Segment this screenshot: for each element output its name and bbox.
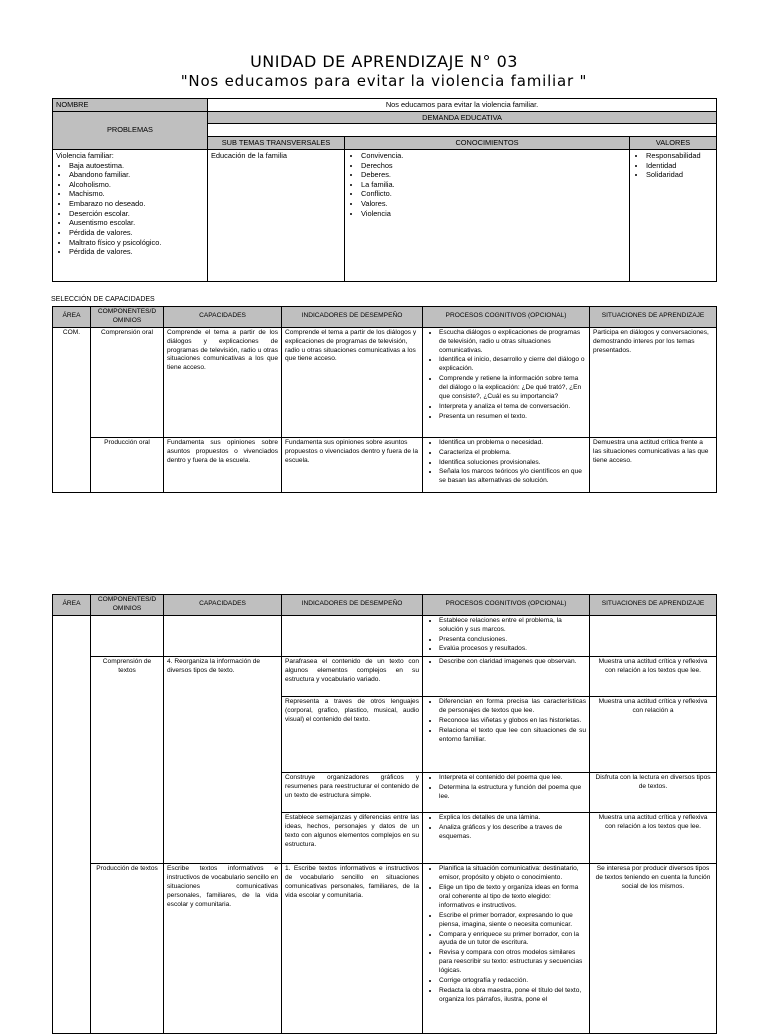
situacion-cell	[590, 615, 717, 657]
list-item: • Identifica soluciones provisionales.	[439, 459, 586, 468]
list-item: • Explica los detalles de una lámina.	[439, 814, 586, 823]
indicador-cell: Representa a traves de otros lenguajes (corporal, grafico, plastico, musical, audio visual) el contenido del texto.	[282, 697, 423, 773]
capacidad-cell: 4. Reorganiza la información de diversos tipos de texto.	[164, 657, 282, 864]
header-area: ÁREA	[53, 595, 91, 616]
capacidad-cell: Fundamenta sus opiniones sobre asuntos propuestos o vivenciados dentro y fuera de la escuela.	[164, 437, 282, 492]
list-item: • Elige un tipo de texto y organiza ideas en forma oral coherente al tipo de texto elegido: informativos e instructivos.	[439, 884, 586, 911]
problemas-title: Violencia familiar:	[56, 150, 114, 160]
situacion-cell: Se interesa por producir diversos tipos de textos teniendo en cuenta la función social de los mismos.	[590, 864, 717, 1034]
list-item: • Valores.	[361, 199, 626, 209]
list-item: • Identifica el inicio, desarrollo y cierre del diálogo o explicación.	[439, 356, 586, 374]
header-procesos: PROCESOS COGNITIVOS (OPCIONAL)	[423, 595, 590, 616]
area-cell: COM.	[53, 327, 91, 492]
list-item: • Presenta un resumen el texto.	[439, 413, 586, 422]
list-item: • Escribe el primer borrador, expresando lo que piensa, imagina, siente o necesita comunicar.	[439, 912, 586, 930]
list-item: • Establece relaciones entre el problema, la solución y sus marcos.	[439, 617, 586, 635]
header-indicadores: INDICADORES DE DESEMPEÑO	[282, 307, 423, 328]
valores-header: VALORES	[630, 137, 717, 150]
list-item: • Deberes.	[361, 170, 626, 180]
list-item: • Caracteriza el problema.	[439, 449, 586, 458]
situacion-cell: Muestra una actitud crítica y reflexiva con relación a los textos que lee.	[590, 813, 717, 864]
list-item: • Maltrato físico y psicológico.	[69, 238, 204, 248]
situacion-cell: Demuestra una actitud crítica frente a las situaciones comunicativas a las que tiene acceso.	[590, 437, 717, 492]
list-item: • Escucha diálogos o explicaciones de programas de televisión, radio u otras situaciones comunicativas.	[439, 329, 586, 356]
capacities-table-2	[52, 594, 717, 1034]
area-cell	[53, 615, 91, 1034]
indicador-cell: 1. Escribe textos informativos e instructivos de vocabulario sencillo en situaciones comunicativas personales, familiares, de la vida escolar y comunitaria.	[282, 864, 423, 1034]
list-item: • Determina la estructura y función del poema que lee.	[439, 784, 586, 802]
list-item: • Identidad	[646, 161, 713, 171]
procesos-cell	[423, 864, 590, 1034]
nombre-label: NOMBRE	[53, 99, 208, 112]
list-item: • Compara y enriquece su primer borrador, con la ayuda de un tutor de escritura.	[439, 931, 586, 949]
header-situaciones: SITUACIONES DE APRENDIZAJE	[590, 307, 717, 328]
list-item: • Abandono familiar.	[69, 170, 204, 180]
procesos-cell	[423, 657, 590, 697]
list-item: • Describe con claridad imagenes que observan.	[439, 658, 586, 667]
list-item: • Presenta conclusiones.	[439, 636, 586, 645]
list-item: • Deserción escolar.	[69, 209, 204, 219]
list-item: • Identifica un problema o necesidad.	[439, 439, 586, 448]
header-situaciones: SITUACIONES DE APRENDIZAJE	[590, 595, 717, 616]
list-item: • Señala los marcos teóricos y/o científicos en que se basan las alternativas de solución.	[439, 468, 586, 486]
selection-label: SELECCIÓN DE CAPACIDADES	[51, 296, 155, 303]
list-item: • Machismo.	[69, 189, 204, 199]
procesos-cell	[423, 697, 590, 773]
list-item: • Derechos	[361, 161, 626, 171]
header-componentes: COMPONENTES/D OMINIOS	[91, 595, 164, 616]
situacion-cell: Muestra una actitud crítica y reflexiva con relación a	[590, 697, 717, 773]
list-item: • Redacta la obra maestra, pone el título del texto, organiza los párrafos, ilustra, pone el	[439, 987, 586, 1005]
capacities-table-1	[52, 306, 717, 493]
list-item: • Diferencian en forma precisa las características de personajes de textos que lee.	[439, 698, 586, 716]
list-item: • Relaciona el texto que lee con situaciones de su entorno familiar.	[439, 727, 586, 745]
indicador-cell: Comprende el tema a partir de los diálogos y explicaciones de programas de televisión, radio u otras situaciones comunicativas a los que tiene acceso.	[282, 327, 423, 437]
list-item: • Corrige ortografía y redacción.	[439, 977, 586, 986]
list-item: • La familia.	[361, 180, 626, 190]
indicador-cell: Establece semejanzas y diferencias entre las ideas, hechos, personajes y datos de un texto con algunos elementos complejos en su estructura.	[282, 813, 423, 864]
procesos-cell	[423, 813, 590, 864]
header-capacidades: CAPACIDADES	[164, 595, 282, 616]
capacidad-cell: Escribe textos informativos e instructivos de vocabulario sencillo en situaciones comunicativas personales, familiares, de la vida escolar y comunitaria.	[164, 864, 282, 1034]
componente-cell: Producción oral	[91, 437, 164, 492]
list-item: • Convivencia.	[361, 151, 626, 161]
list-item: • Reconoce las viñetas y globos en las historietas.	[439, 717, 586, 726]
problemas-cell	[53, 149, 208, 281]
componente-cell	[91, 615, 164, 657]
demanda-value	[208, 124, 717, 137]
list-item: • Analiza gráficos y los describe a traves de esquemas.	[439, 824, 586, 842]
indicador-cell: Fundamenta sus opiniones sobre asuntos propuestos o vivenciados dentro y fuera de la escuela.	[282, 437, 423, 492]
page-title: UNIDAD DE APRENDIZAJE N° 03	[250, 52, 518, 71]
header-capacidades: CAPACIDADES	[164, 307, 282, 328]
page-subtitle: "Nos educamos para evitar la violencia familiar "	[180, 72, 588, 90]
list-item: • Baja autoestima.	[69, 161, 204, 171]
componente-cell: Producción de textos	[91, 864, 164, 1034]
subtemas-header: SUB TEMAS TRANSVERSALES	[208, 137, 345, 150]
header-procesos: PROCESOS COGNITIVOS (OPCIONAL)	[423, 307, 590, 328]
list-item: • Ausentismo escolar.	[69, 218, 204, 228]
list-item: • Revisa y compara con otros modelos similares para reescribir su texto: estructuras y secuencias lógicas.	[439, 949, 586, 976]
list-item: • Embarazo no deseado.	[69, 199, 204, 209]
procesos-cell	[423, 615, 590, 657]
header-area: ÁREA	[53, 307, 91, 328]
list-item: • Violencia	[361, 209, 626, 219]
list-item: • Alcoholismo.	[69, 180, 204, 190]
situacion-cell: Muestra una actitud crítica y reflexiva con relación a los textos que lee.	[590, 657, 717, 697]
header-indicadores: INDICADORES DE DESEMPEÑO	[282, 595, 423, 616]
indicador-cell	[282, 615, 423, 657]
problems-table	[52, 98, 717, 282]
procesos-cell	[423, 437, 590, 492]
problemas-label: PROBLEMAS	[53, 111, 208, 149]
list-item: • Planifica la situación comunicativa: destinatario, emisor, propósito y objeto o conocimiento.	[439, 865, 586, 883]
situacion-cell: Disfruta con la lectura en diversos tipos de textos.	[590, 773, 717, 813]
list-item: • Interpreta el contenido del poema que lee.	[439, 774, 586, 783]
capacidad-cell: Comprende el tema a partir de los diálogos y explicaciones de programas de televisión, radio u otras situaciones comunicativas a los que tiene acceso.	[164, 327, 282, 437]
componente-cell: Comprensión oral	[91, 327, 164, 437]
list-item: • Conflicto.	[361, 189, 626, 199]
list-item: • Solidaridad	[646, 170, 713, 180]
capacidad-cell	[164, 615, 282, 657]
list-item: • Pérdida de valores.	[69, 228, 204, 238]
procesos-cell	[423, 773, 590, 813]
indicador-cell: Construye organizadores gráficos y resumenes para reestructurar el contenido de un texto de estructura simple.	[282, 773, 423, 813]
subtemas-cell: Educación de la familia	[208, 149, 345, 281]
componente-cell: Comprensión de textos	[91, 657, 164, 864]
procesos-cell	[423, 327, 590, 437]
header-componentes: COMPONENTES/D OMINIOS	[91, 307, 164, 328]
conocimientos-header: CONOCIMIENTOS	[345, 137, 630, 150]
list-item: • Comprende y retiene la información sobre tema del diálogo o la explicación: ¿De qué trató?, ¿En que consiste?, ¿Cuál es su importancia?	[439, 375, 586, 402]
indicador-cell: Parafrasea el contenido de un texto con algunos elementos complejos en su estructura y vocabulario variado.	[282, 657, 423, 697]
conocimientos-cell	[345, 149, 630, 281]
list-item: • Responsabilidad	[646, 151, 713, 161]
list-item: • Interpreta y analiza el tema de conversación.	[439, 403, 586, 412]
list-item: • Evalúa procesos y resultados.	[439, 645, 586, 654]
nombre-value: Nos educamos para evitar la violencia familiar.	[208, 99, 717, 112]
situacion-cell: Participa en diálogos y conversaciones, demostrando interes por los temas presentados.	[590, 327, 717, 437]
valores-cell	[630, 149, 717, 281]
demanda-label: DEMANDA EDUCATIVA	[208, 111, 717, 124]
list-item: • Pérdida de valores.	[69, 247, 204, 257]
